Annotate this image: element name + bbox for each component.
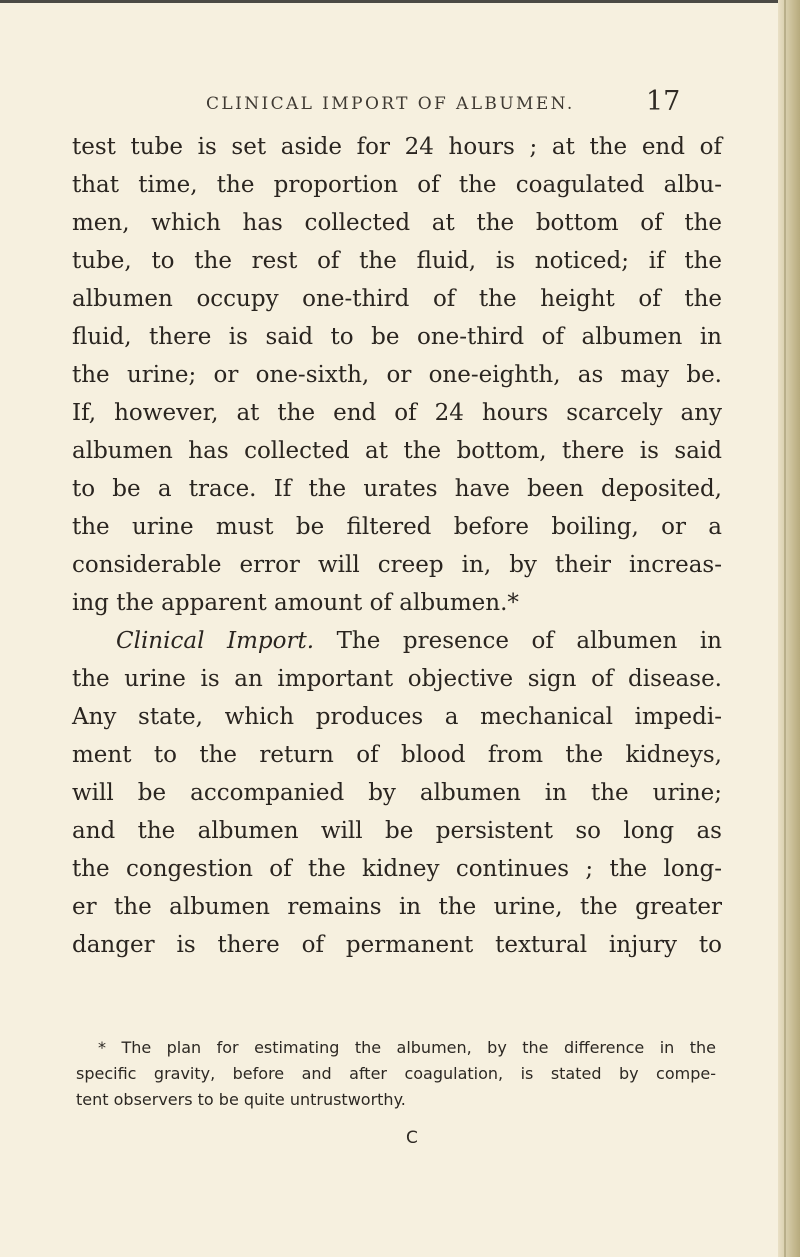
footnote-line: specific gravity, before and after coagulation, is stated by compe- — [76, 1064, 716, 1083]
section-first-line-text: The presence of albumen in — [336, 628, 722, 654]
body-line: albumen occupy one-third of the height of the — [72, 286, 722, 312]
page-right-edge — [778, 0, 800, 1257]
footnote-line: * The plan for estimating the albumen, by the difference in the — [98, 1038, 716, 1057]
body-line: danger is there of permanent textural injury to — [72, 932, 722, 958]
body-line: ment to the return of blood from the kidneys, — [72, 742, 722, 768]
body-line: that time, the proportion of the coagulated albu- — [72, 172, 722, 198]
footnote-line: tent observers to be quite untrustworthy. — [76, 1090, 406, 1109]
section-first-line — [72, 622, 722, 660]
footnote — [76, 1035, 716, 1113]
body-line: considerable error will creep in, by their increas- — [72, 552, 722, 578]
page-right-edge-line — [784, 0, 786, 1257]
body-line: the congestion of the kidney continues ; the long- — [72, 856, 722, 882]
body-line: to be a trace. If the urates have been deposited, — [72, 476, 722, 502]
running-title: CLINICAL IMPORT OF ALBUMEN. — [206, 94, 575, 114]
page-top-edge — [0, 0, 800, 3]
body-line: If, however, at the end of 24 hours scarcely any — [72, 400, 722, 426]
body-line: fluid, there is said to be one-third of albumen in — [72, 324, 722, 350]
body-line: test tube is set aside for 24 hours ; at the end of — [72, 134, 722, 160]
body-line: tube, to the rest of the fluid, is noticed; if the — [72, 248, 722, 274]
section-heading: Clinical Import. — [116, 628, 315, 654]
body-line — [72, 584, 722, 622]
body-line: er the albumen remains in the urine, the greater — [72, 894, 722, 920]
body-line: Any state, which produces a mechanical impedi- — [72, 704, 722, 730]
body-line: the urine must be filtered before boiling, or a — [72, 514, 722, 540]
page-number: 17 — [646, 86, 681, 117]
body-line: the urine; or one-sixth, or one-eighth, as may be. — [72, 362, 722, 388]
body-line: will be accompanied by albumen in the urine; — [72, 780, 722, 806]
signature-mark: C — [406, 1128, 418, 1148]
body-text — [72, 128, 722, 964]
running-head — [0, 86, 800, 126]
body-line: men, which has collected at the bottom of the — [72, 210, 722, 236]
body-line: albumen has collected at the bottom, there is said — [72, 438, 722, 464]
body-line: the urine is an important objective sign of disease. — [72, 666, 722, 692]
body-line-text: ing the apparent amount of albumen.* — [72, 590, 519, 616]
body-line: and the albumen will be persistent so long as — [72, 818, 722, 844]
